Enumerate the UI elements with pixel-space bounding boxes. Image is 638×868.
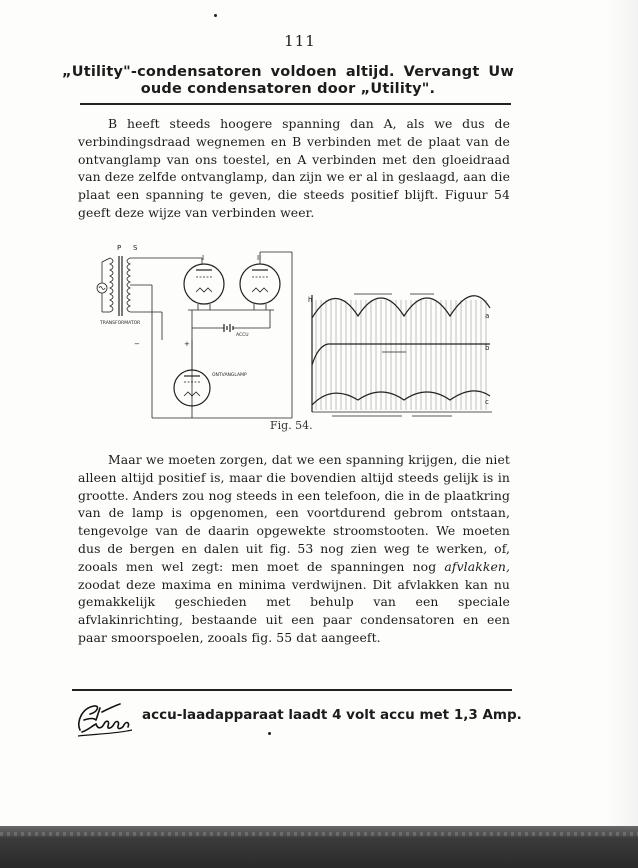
speck — [214, 14, 217, 17]
book-edge-texture — [0, 832, 638, 836]
paragraph-2 — [78, 451, 510, 647]
page-edge-shadow — [608, 0, 638, 826]
label-transformer: TRANSFORMATOR — [100, 321, 141, 326]
header-ad-line-2: oude condensatoren door „Utility". — [140, 81, 436, 97]
figure-caption: Fig. 54. — [270, 419, 313, 432]
footer-ad-text: accu-laadapparaat laadt 4 volt accu met 1,3 Amp. — [142, 707, 522, 723]
figure-54 — [92, 240, 502, 430]
svg-text:−: − — [134, 340, 140, 348]
paragraph-2-text-b: zoodat deze maxima en minima verdwijnen. Dit afvlakken kan nu gemakkelijk geschieden met behulp van een speciale afvlakinrichting, bestaande uit een paar condensatoren en een paar smoorspoelen, zooals fig. 55 dat aangeeft. — [78, 576, 510, 645]
header-ad-line-1: „Utility"-condensatoren voldoen altijd. Vervangt Uw — [62, 64, 514, 80]
header-rule — [80, 103, 511, 105]
paragraph-2-italic: afvlakken, — [444, 558, 510, 574]
graph-label-h: h — [308, 296, 313, 304]
label-p: P — [117, 244, 122, 252]
paragraph-2-text-a: Maar we moeten zorgen, dat we een spanning krijgen, die niet alleen altijd positief is, maar die bovendien altijd steeds gelijk is in grootte. Anders zou nog steeds in een telefoon, die in de plaatkring van de lamp is opgenomen, een voortdurend gebrom ontstaan, tengevolge van de daarin opgewekte stroomstooten. We moeten dus de bergen en dalen uit fig. 53 nog zien weg te werken, of, zooals men wel zegt: men moet de spanningen nog — [78, 452, 510, 574]
circuit-schematic — [97, 244, 292, 418]
graph-label-c: c — [485, 398, 489, 406]
paragraph-1: B heeft steeds hoogere spanning dan A, als we dus de verbindingsdraad wegnemen en B verbinden met de plaat van de ontvanglamp van ons toestel, en A verbinden met den gloeidraad van deze zelfde ontvanglamp, dan zijn we er al in geslaagd, aan die plaat een spanning te geven, die steeds positief blijft. Figuur 54 geeft deze wijze van verbinden weer. — [78, 116, 510, 220]
header-advertisement — [62, 64, 514, 98]
footer-rule — [72, 689, 512, 691]
graph-label-b: b — [485, 344, 490, 352]
voltage-graph — [308, 294, 492, 416]
speck — [268, 732, 271, 735]
etafon-logo — [74, 700, 136, 738]
svg-text:+: + — [184, 340, 190, 348]
graph-label-a: a — [485, 312, 490, 320]
book-edge — [0, 826, 638, 868]
label-accu: ACCU — [236, 333, 249, 338]
page-number: 111 — [284, 32, 316, 50]
label-valve-ii: II — [257, 254, 262, 262]
label-receiver-valve: ONTVANGLAMP — [212, 373, 247, 378]
label-valve-i: I — [202, 254, 205, 262]
label-s: S — [133, 244, 138, 252]
footer-advertisement — [72, 700, 522, 738]
